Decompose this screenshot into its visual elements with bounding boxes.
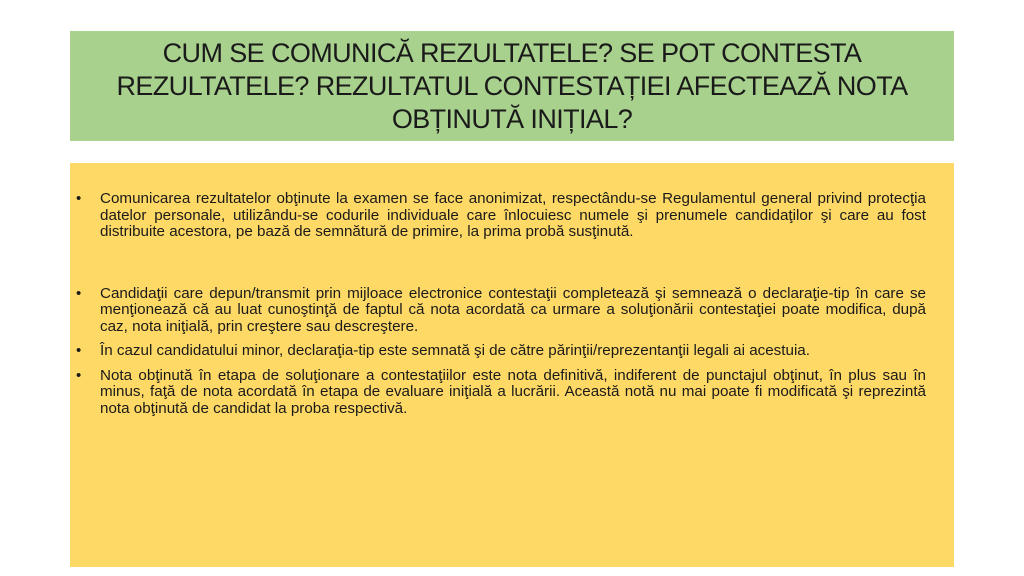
title-box [70, 31, 954, 141]
bullet-item [76, 368, 926, 418]
bullet-item [76, 191, 926, 241]
slide-title: CUM SE COMUNICĂ REZULTATELE? SE POT CONTESTA REZULTATELE? REZULTATUL CONTESTAȚIEI AFECTEAZĂ NOTA OBȚINUTĂ INIȚIAL? [116, 37, 908, 134]
bullet-icon: • [76, 366, 82, 384]
bullet-list [76, 191, 926, 417]
bullet-icon: • [76, 342, 82, 359]
bullet-icon: • [76, 284, 82, 302]
bullet-text: În cazul candidatului minor, declaraţia-tip este semnată şi de către părinţii/reprezentanţii legali ai acestuia. [100, 342, 810, 359]
bullet-item [76, 343, 926, 360]
bullet-icon: • [76, 190, 82, 207]
bullet-text: Candidaţii care depun/transmit prin mijloace electronice contestaţii completează şi semnează o declaraţie-tip în care se menţionează că au luat cunoştinţă de faptul că nota acordată ca urmare a soluţionării contestaţiei poate modifica, după caz, nota iniţială, prin creştere sau descreştere. [100, 284, 926, 335]
bullet-item [76, 286, 926, 336]
bullet-text: Comunicarea rezultatelor obţinute la examen se face anonimizat, respectându-se Regulamentul general privind protecţia datelor personale, utilizându-se codurile individuale care înlocuiesc numele şi prenumele candidaţilor şi care au fost distribuite acestora, pe bază de semnătură de primire, la prima probă susţinută. [100, 190, 926, 240]
bullet-text: Nota obţinută în etapa de soluţionare a contestaţiilor este nota definitivă, indiferent de punctajul obţinut, în plus sau în minus, faţă de nota acordată în etapa de evaluare iniţială a lucrării. Această notă nu mai poate fi modificată şi reprezintă nota obţinută de candidat la proba respectivă. [100, 366, 926, 417]
content-box [70, 163, 954, 567]
